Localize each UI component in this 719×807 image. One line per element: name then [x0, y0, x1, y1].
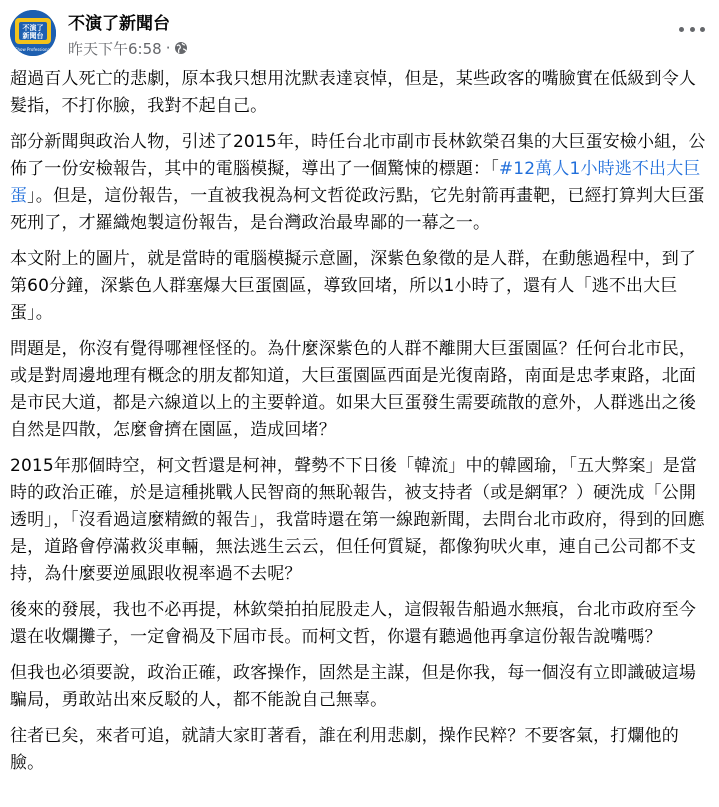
post-paragraph: 後來的發展，我也不必再提，林欽榮拍拍屁股走人，這假報告船過水無痕，台北市政府至今還在收爛攤子，一定會禍及下屆市長。而柯文哲，你還有聽過他再拿這份報告說嘴嗎？ — [10, 600, 696, 647]
post-paragraph: 2015年那個時空，柯文哲還是柯神，聲勢不下日後「韓流」中的韓國瑜，「五大弊案」是當時的政治正確，於是這種挑戰人民智商的無恥報告，被支持者（或是網軍？）硬洗成「公開透明」，「沒看過這麼精緻的報告」，我當時還在第一線跑新聞，去問台北市政府，得到的回應是，道路會停滿救災車輛，無法逃生云云，但任何質疑，都像狗吠火車，連自己公司都不支持，為什麼要逆風跟收視率過不去呢？ — [10, 456, 705, 584]
avatar-text-bottom: Show Professional — [14, 47, 52, 52]
post-meta — [68, 38, 188, 58]
author-name[interactable]: 不演了新聞台 — [68, 14, 170, 34]
post-paragraph: 但我也必須要說，政治正確，政客操作，固然是主謀，但是你我，每一個沒有立即識破這場騙局，勇敢站出來反駁的人，都不能說自己無辜。 — [10, 663, 696, 710]
post-paragraph: 本文附上的圖片，就是當時的電腦模擬示意圖，深紫色象徵的是人群，在動態過程中，到了第60分鐘，深紫色人群塞爆大巨蛋園區，導致回堵，所以1小時了，還有人「逃不出大巨蛋」。 — [10, 249, 696, 323]
avatar-text-mid: 新聞台 — [22, 32, 44, 40]
page-logo — [10, 10, 56, 56]
more-dot-icon — [690, 27, 695, 32]
paragraph-text: 部分新聞與政治人物，引述了2015年，時任台北市副市長林欽榮召集的大巨蛋安檢小組，公佈了一份安檢報告，其中的電腦模擬，導出了一個驚悚的標題：「 — [10, 132, 706, 179]
paragraph-text: 」。但是，這份報告，一直被我視為柯文哲從政污點，它先射箭再畫靶，已經打算判大巨蛋死刑了，才羅織炮製這份報告，是台灣政治最卑鄙的一幕之一。 — [10, 186, 705, 233]
more-dot-icon — [679, 27, 684, 32]
hashtag-link[interactable]: #12萬人1小時逃不出大巨蛋 — [10, 159, 701, 206]
more-options-button[interactable] — [679, 22, 705, 36]
post-paragraph: 問題是，你沒有覺得哪裡怪怪的。為什麼深紫色的人群不離開大巨蛋園區？任何台北市民，或是對周邊地理有概念的朋友都知道，大巨蛋園區西面是光復南路，南面是忠孝東路，北面是市民大道，都是六線道以上的主要幹道。如果大巨蛋發生需要疏散的意外，人群逃出之後自然是四散，怎麼會擠在園區，造成回堵？ — [10, 339, 696, 440]
post-body — [10, 66, 710, 786]
post-timestamp[interactable]: 昨天下午6:58 — [68, 39, 162, 58]
post-header — [0, 0, 719, 62]
avatar-text-top: 不演了 — [22, 24, 44, 32]
globe-icon[interactable] — [174, 41, 188, 55]
post-paragraph: 超過百人死亡的悲劇，原本我只想用沈默表達哀悼，但是，某些政客的嘴臉實在低級到令人髮指，不打你臉，我對不起自己。 — [10, 69, 696, 116]
avatar[interactable] — [10, 10, 56, 56]
meta-separator: · — [165, 39, 171, 57]
post-paragraph: 往者已矣，來者可追，就請大家盯著看，誰在利用悲劇，操作民粹？不要客氣，打爛他的臉。 — [10, 726, 679, 773]
post-paragraph — [10, 129, 710, 237]
more-dot-icon — [700, 27, 705, 32]
